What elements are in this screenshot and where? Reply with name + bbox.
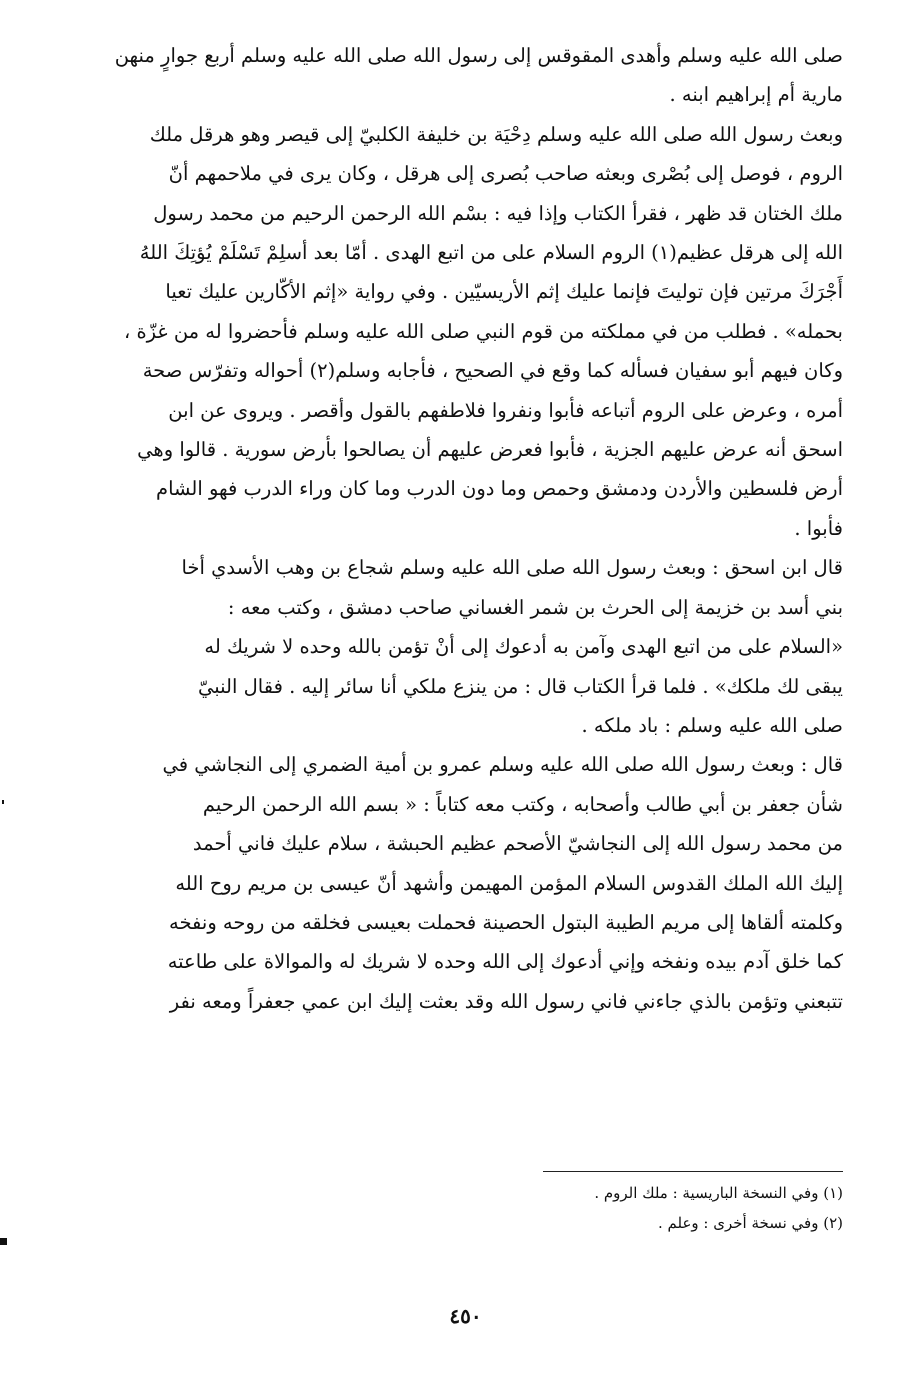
text-line: وبعث رسول الله صلى الله عليه وسلم دِحْيَة بن خليفة الكلبيّ إلى قيصر وهو هرقل ملك xyxy=(149,122,843,146)
text-line: «السلام على من اتبع الهدى وآمن به أدعوك إلى أنْ تؤمن بالله وحده لا شريك له xyxy=(204,635,843,659)
scan-edge-mark xyxy=(2,800,4,804)
text-line: أمره ، وعرض على الروم أتباعه فأبوا ونفروا فلاطفهم بالقول وأقصر . ويروى عن ابن xyxy=(168,398,843,422)
text-line: قال : وبعث رسول الله صلى الله عليه وسلم عمرو بن أمية الضمري إلى النجاشي في xyxy=(162,753,843,777)
footnotes xyxy=(88,1178,843,1238)
paragraph-shuja xyxy=(88,548,843,745)
text-line: بحمله» . فطلب من في مملكته من قوم النبي صلى الله عليه وسلم فأحضروا له من غزّة ، xyxy=(123,319,843,343)
text-line: إليك الله الملك القدوس السلام المؤمن المهيمن وأشهد أنّ عيسى بن مريم روح الله xyxy=(175,871,843,895)
paragraph-heraclius xyxy=(88,115,843,548)
text-line: من محمد رسول الله إلى النجاشيّ الأصحم عظيم الحبشة ، سلام عليك فاني أحمد xyxy=(192,832,843,856)
text-line: وكان فيهم أبو سفيان فسأله كما وقع في الصحيح ، فأجابه وسلم(٢) أحواله وتفرّس صحة xyxy=(142,359,843,383)
text-line: قال ابن اسحق : وبعث رسول الله صلى الله عليه وسلم شجاع بن وهب الأسدي أخا xyxy=(181,556,843,580)
text-line: مارية أم إبراهيم ابنه . xyxy=(669,83,843,107)
text-line: شأن جعفر بن أبي طالب وأصحابه ، وكتب معه كتاباً : « بسم الله الرحمن الرحيم xyxy=(202,792,843,816)
text-line: صلى الله عليه وسلم وأهدى المقوقس إلى رسول الله صلى الله عليه وسلم أربع جوارٍ منهن xyxy=(114,44,843,67)
footnote-divider xyxy=(543,1171,843,1172)
text-line: اسحق أنه عرض عليهم الجزية ، فأبوا فعرض عليهم أن يصالحوا بأرض سورية . قالوا وهي xyxy=(137,438,843,462)
text-line: ملك الختان قد ظهر ، فقرأ الكتاب وإذا فيه : بسْم الله الرحمن الرحيم من محمد رسول xyxy=(153,201,843,225)
text-line: صلى الله عليه وسلم : باد ملكه . xyxy=(581,713,843,737)
main-text xyxy=(88,36,843,1021)
page-number: ٤٥٠ xyxy=(449,1304,482,1328)
text-line: وكلمته ألقاها إلى مريم الطيبة البتول الحصينة فحملت بعيسى فخلقه من روحه ونفخه xyxy=(168,910,843,934)
text-line: فأبوا . xyxy=(794,516,843,540)
scan-edge-mark xyxy=(0,1238,7,1245)
text-line: كما خلق آدم بيده ونفخه وإني أدعوك إلى الله وحده لا شريك له والموالاة على طاعته xyxy=(167,950,843,974)
text-line: بني أسد بن خزيمة إلى الحرث بن شمر الغساني صاحب دمشق ، وكتب معه : xyxy=(227,595,843,619)
text-line: الله إلى هرقل عظيم(١) الروم السلام على من اتبع الهدى . أمّا بعد أسلِمْ تَسْلَمْ يُؤتِكَ اللهُ xyxy=(139,241,843,265)
paragraph-najashi xyxy=(88,745,843,1021)
text-line: يبقى لك ملكك» . فلما قرأ الكتاب قال : من ينزع ملكي أنا سائر إليه . فقال النبيّ xyxy=(198,674,843,698)
text-line: الروم ، فوصل إلى بُصْرى وبعثه صاحب بُصرى إلى هرقل ، وكان يرى في ملاحمهم أنّ xyxy=(168,162,843,186)
footnote-1: (١) وفي النسخة الباريسية : ملك الروم . xyxy=(594,1184,843,1202)
text-line: أرض فلسطين والأردن ودمشق وحمص وما دون الدرب وما كان وراء الدرب فهو الشام xyxy=(156,477,843,501)
paragraph-muqawqis xyxy=(88,36,843,115)
book-page xyxy=(88,36,843,1356)
text-line: أَجْرَكَ مرتين فإن توليتَ فإنما عليك إثم الأريسيّين . وفي رواية «إثم الأكّارين عليك تعيا xyxy=(165,280,843,304)
footnote-2: (٢) وفي نسخة أخرى : وعلم . xyxy=(657,1214,843,1232)
text-line: تتبعني وتؤمن بالذي جاءني فاني رسول الله وقد بعثت إليك ابن عمي جعفراً ومعه نفر xyxy=(169,989,843,1013)
